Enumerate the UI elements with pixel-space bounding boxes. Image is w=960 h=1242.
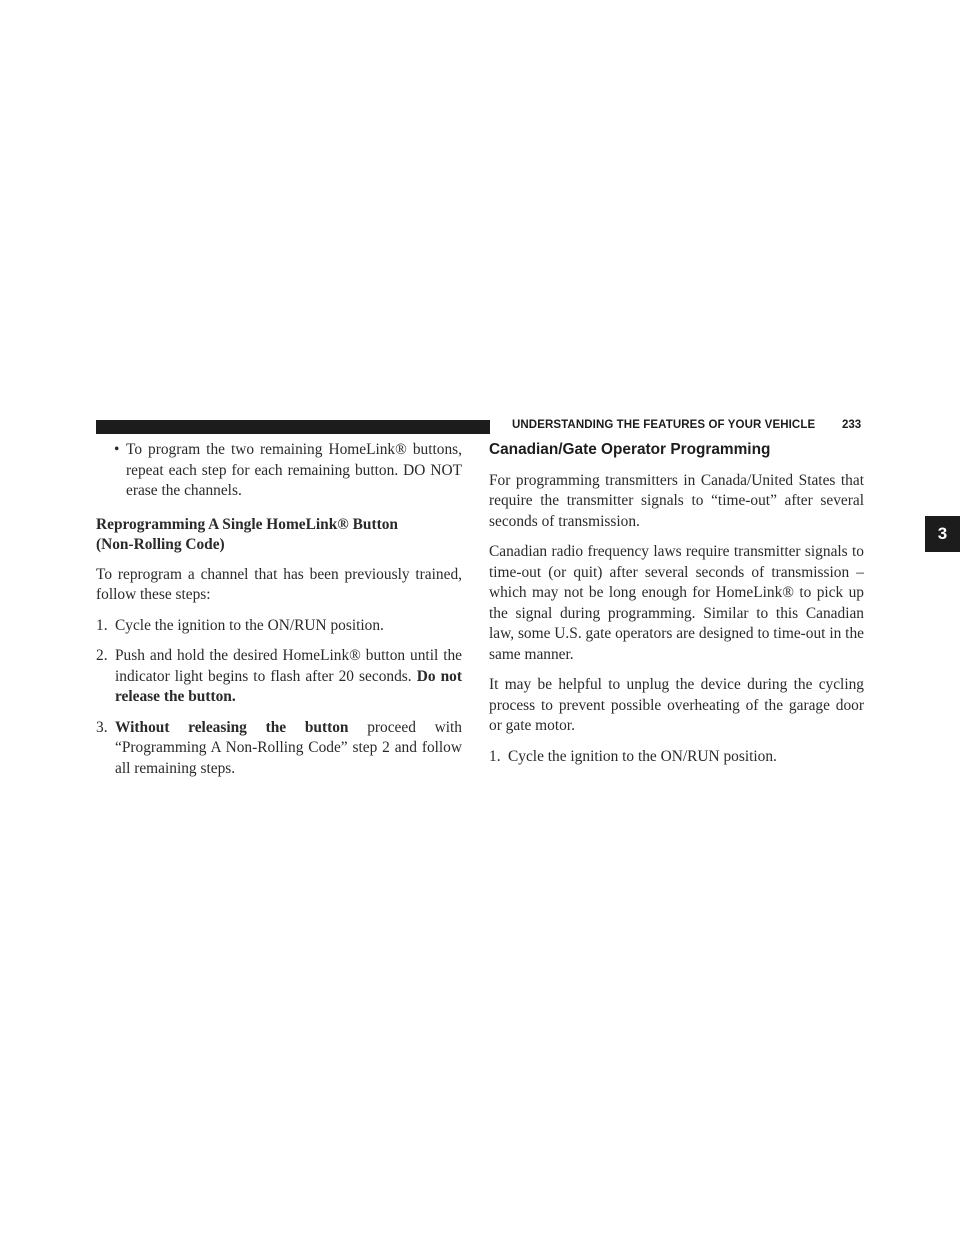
subsection-heading-line1: Reprogramming A Single HomeLink® Button bbox=[96, 515, 398, 533]
step-item-3 bbox=[96, 718, 462, 780]
step-text: Cycle the ignition to the ON/RUN position. bbox=[115, 616, 384, 634]
step-number: 3. bbox=[96, 718, 108, 736]
paragraph-1: For programming transmitters in Canada/United States that require the transmitter signals to “time-out” after several seconds of transmission. bbox=[489, 471, 864, 530]
step-emphasis: Without releasing the button bbox=[115, 718, 349, 736]
bullet-text: To program the two remaining HomeLink® buttons, repeat each step for each remaining button. DO NOT erase the channels. bbox=[126, 441, 462, 499]
step-text: Push and hold the desired HomeLink® button until the indicator light begins to flash after 20 seconds. bbox=[115, 647, 462, 685]
step-item-2 bbox=[96, 646, 462, 708]
step-item-1 bbox=[489, 747, 864, 768]
chapter-tab: 3 bbox=[925, 516, 960, 552]
step-emphasis: Do not release the button. bbox=[115, 667, 462, 705]
bullet-item bbox=[96, 440, 462, 502]
running-header-title: UNDERSTANDING THE FEATURES OF YOUR VEHICLE bbox=[512, 419, 816, 431]
step-number: 2. bbox=[96, 647, 108, 664]
subsection-heading bbox=[96, 515, 462, 556]
step-number: 1. bbox=[489, 747, 501, 765]
paragraph-2: Canadian radio frequency laws require transmitter signals to time-out (or quit) after several seconds of transmission – which may not be long enough for HomeLink® to pick up the signal during programming. Similar to this Canadian law, some U.S. gate operators are designed to time-out in the same manner. bbox=[489, 543, 864, 663]
paragraph-3: It may be helpful to unplug the device during the cycling process to prevent possible overheating of the garage door or gate motor. bbox=[489, 676, 864, 734]
subsection-heading-line2: (Non-Rolling Code) bbox=[96, 536, 225, 553]
section-heading: Canadian/Gate Operator Programming bbox=[489, 441, 771, 458]
step-text: Cycle the ignition to the ON/RUN position. bbox=[508, 747, 777, 765]
left-column bbox=[96, 440, 462, 789]
step-number: 1. bbox=[96, 616, 108, 634]
bullet-mark: • bbox=[114, 441, 120, 458]
page-number: 233 bbox=[842, 419, 862, 431]
header-rule bbox=[96, 420, 490, 434]
step-item-1 bbox=[96, 616, 462, 637]
intro-paragraph: To reprogram a channel that has been previously trained, follow these steps: bbox=[96, 565, 462, 603]
right-column bbox=[489, 440, 864, 777]
step-text: proceed with “Programming A Non-Rolling Code” step 2 and follow all remaining steps. bbox=[115, 718, 462, 777]
